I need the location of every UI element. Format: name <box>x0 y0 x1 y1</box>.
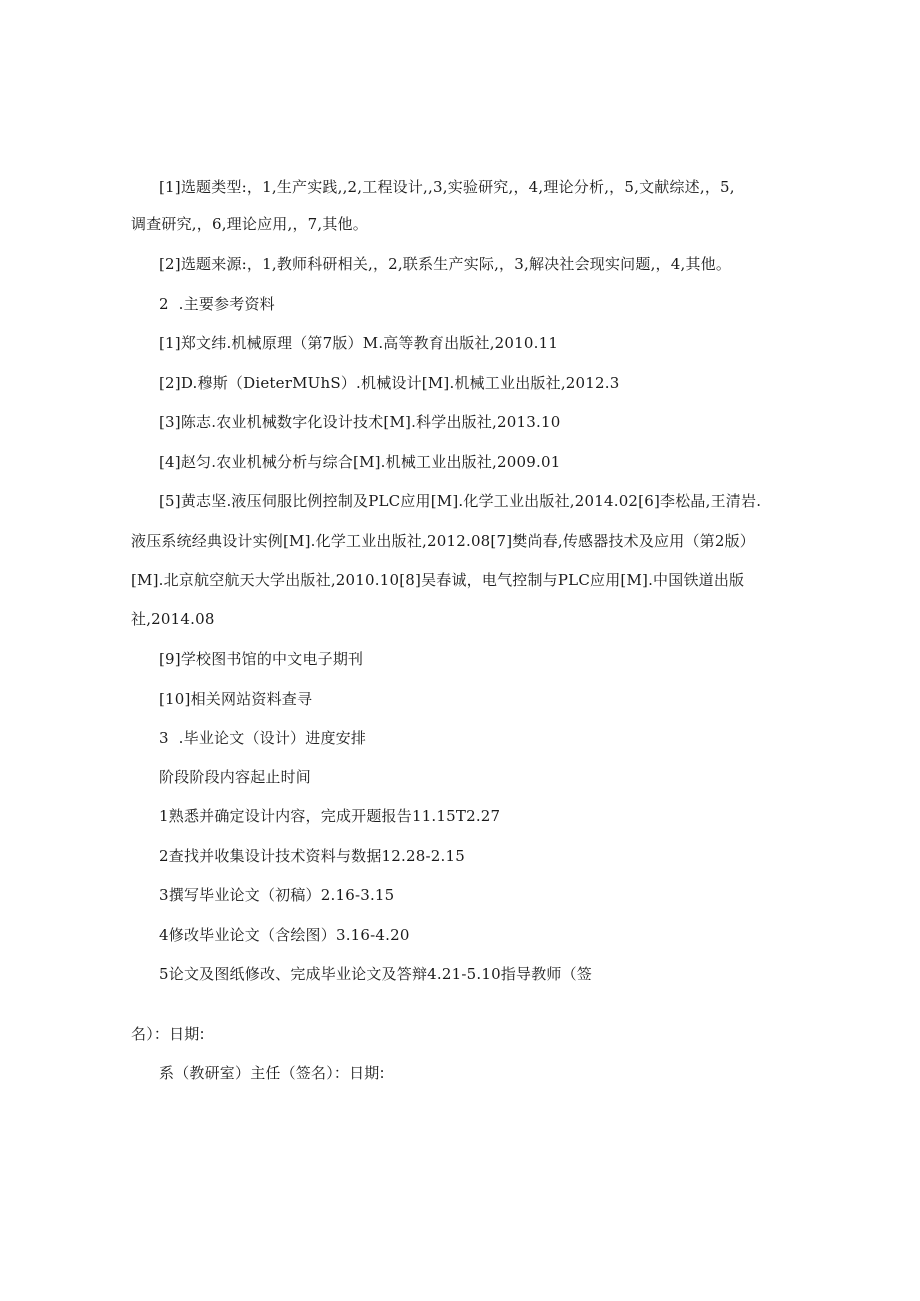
schedule-row-3: 3撰写毕业论文（初稿）2.16-3.15 <box>159 886 395 904</box>
advisor-signature-date: 名）：日期: <box>131 1025 205 1043</box>
reference-5-8-line4: 社,2014.08 <box>131 610 215 628</box>
topic-type-note-line1: [1]选题类型:，1,生产实践,,2,工程设计,,3,实验研究,，4,理论分析,，5,文献综述,，5, <box>159 178 735 196</box>
schedule-row-5: 5论文及图纸修改、完成毕业论文及答辩4.21-5.10指导教师（签 <box>159 965 593 983</box>
schedule-row-2: 2查找并收集设计技术资料与数据12.28-2.15 <box>159 847 465 865</box>
references-heading: 2 .主要参考资料 <box>159 295 275 313</box>
topic-source-note: [2]选题来源:，1,教师科研相关,，2,联系生产实际,，3,解决社会现实问题,，4,其他。 <box>159 255 732 273</box>
schedule-row-1: 1熟悉并确定设计内容，完成开题报告11.15T2.27 <box>159 807 501 825</box>
department-head-signature-date: 系（教研室）主任（签名）：日期: <box>159 1064 385 1082</box>
reference-5-8-line3: [M].北京航空航天大学出版社,2010.10[8]吴春诚，电气控制与PLC应用[M].中国铁道出版 <box>131 571 745 589</box>
topic-type-note-line2: 调查研究,，6,理论应用,，7,其他。 <box>131 215 368 233</box>
reference-5-8-line2: 液压系统经典设计实例[M].化学工业出版社,2012.08[7]樊尚春,传感器技术及应用（第2版） <box>131 532 755 550</box>
schedule-table-header: 阶段阶段内容起止时间 <box>159 768 312 786</box>
reference-10: [10]相关网站资料查寻 <box>159 690 313 708</box>
reference-2: [2]D.穆斯（DieterMUhS）.机械设计[M].机械工业出版社,2012.3 <box>159 374 620 392</box>
reference-9: [9]学校图书馆的中文电子期刊 <box>159 650 364 668</box>
schedule-row-4: 4修改毕业论文（含绘图）3.16-4.20 <box>159 926 410 944</box>
schedule-heading: 3 .毕业论文（设计）进度安排 <box>159 729 367 747</box>
reference-3: [3]陈志.农业机械数字化设计技术[M].科学出版社,2013.10 <box>159 413 561 431</box>
reference-5-8-line1: [5]黄志坚.液压伺服比例控制及PLC应用[M].化学工业出版社,2014.02[6]李松晶,王清岩. <box>159 492 762 510</box>
reference-1: [1]郑文纬.机械原理（第7版）M.高等教育出版社,2010.11 <box>159 334 559 352</box>
reference-4: [4]赵匀.农业机械分析与综合[M].机械工业出版社,2009.01 <box>159 453 561 471</box>
